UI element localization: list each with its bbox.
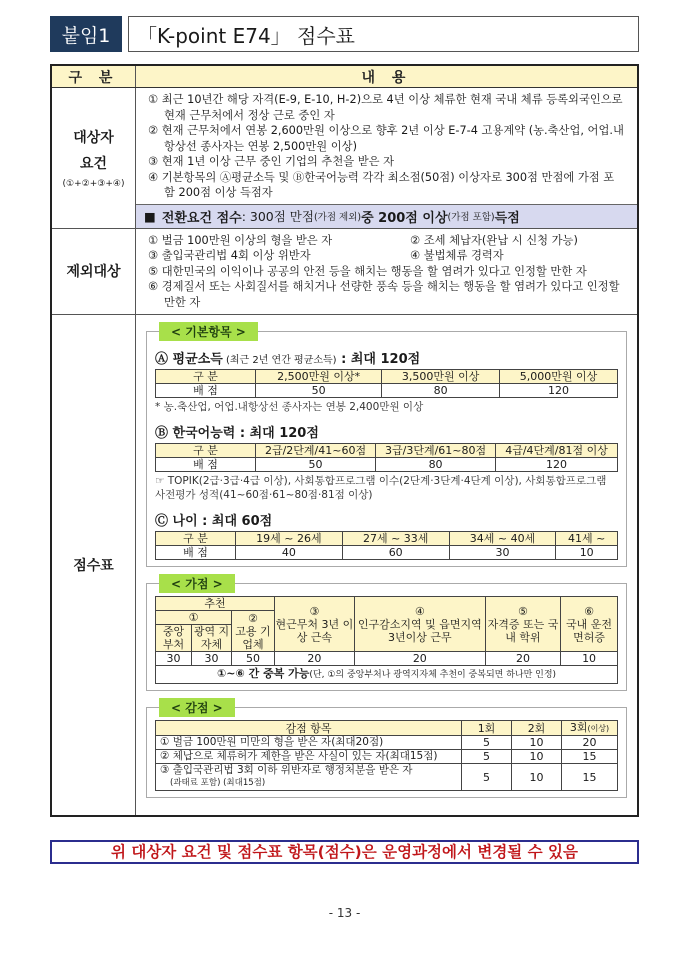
- korean-title: [155, 422, 618, 441]
- income-title-small: (최근 2년 연간 평균소득): [222, 355, 337, 366]
- circle-5: ⑤: [518, 604, 528, 618]
- bonus-col5-label: 자격증 또는 국내 학위: [487, 617, 559, 644]
- bonus-value: 20: [274, 652, 354, 666]
- bonus-value: 30: [156, 652, 192, 666]
- exclusion-item: ② 조세 체납자(완납 시 신청 가능): [410, 233, 578, 247]
- bonus-recommend-header: 추천: [156, 597, 275, 611]
- scoring-content: [136, 315, 637, 815]
- bonus-col2-label: 고용 기업체: [235, 624, 271, 651]
- bonus-table: [155, 596, 618, 684]
- bonus-col3-label: 현근무처 3년 이상 근속: [275, 617, 354, 644]
- requirement-item: ③ 현재 1년 이상 근무 중인 기업의 추천을 받은 자: [148, 155, 395, 168]
- summary-bold1: 전환요건 점수: [161, 210, 242, 226]
- bonus-col6-header: [561, 597, 618, 652]
- requirements-row: [52, 88, 637, 229]
- requirements-label-line2: 요건: [79, 155, 108, 172]
- age-header: 41세 ~: [556, 532, 618, 546]
- income-note: * 농.축산업, 어업.내항상선 종사자는 연봉 2,400만원 이상: [155, 401, 424, 413]
- korean-header: 3급/3단계/61~80점: [376, 444, 496, 458]
- requirements-label-sub: (①+②+③+④): [62, 178, 125, 189]
- age-cell: 10: [556, 546, 618, 560]
- requirement-item: ② 현재 근무처에서 연봉 2,600만원 이상으로 향후 2년 이상 E-7-4 고용계약 (농.축산업, 어업.내항상선 종사자는 연봉 2,500만원 이상): [148, 124, 624, 153]
- income-title-main: Ⓐ 평균소득: [155, 352, 223, 367]
- bonus-note-small: (단, ①의 중앙부처나 광역지자체 추천이 중복되면 하나만 인정): [309, 670, 557, 680]
- exclusions-content: [136, 229, 637, 315]
- age-title-main: Ⓒ 나이: [155, 514, 198, 529]
- exclusion-pair: [142, 233, 631, 249]
- page-number: - 13 -: [328, 906, 361, 920]
- age-header: 34세 ~ 40세: [449, 532, 556, 546]
- penalty-group: [146, 701, 627, 798]
- exclusion-item: ⑤ 대한민국의 이익이나 공공의 안전 등을 해치는 행동을 할 염려가 있다고 인정할 만한 자: [148, 264, 587, 278]
- penalty-item: [156, 764, 462, 791]
- age-header: 27세 ~ 33세: [342, 532, 449, 546]
- scoring-label: 점수표: [52, 315, 136, 815]
- income-header: 3,500만원 이상: [382, 370, 500, 384]
- bonus-col4-header: [354, 597, 485, 652]
- korean-title-max: : 최대 120점: [235, 426, 319, 441]
- bonus-value: 10: [561, 652, 618, 666]
- penalty-value: 5: [462, 764, 512, 791]
- header-content: 내 용: [361, 69, 412, 86]
- penalty-header-3: 3회: [569, 721, 588, 734]
- requirements-content: [136, 88, 637, 228]
- income-cell: 80: [382, 384, 500, 398]
- korean-header: 4급/4단계/81점 이상: [496, 444, 618, 458]
- income-header: 구 분: [156, 370, 256, 384]
- bonus-value: 20: [485, 652, 560, 666]
- basic-items-tag: < 기본항목 >: [159, 322, 258, 341]
- requirement-summary: [136, 204, 637, 228]
- table-header-row: [52, 66, 637, 88]
- age-cell: 배 점: [156, 546, 236, 560]
- korean-cell: 120: [496, 458, 618, 472]
- penalty-header: 감점 항목: [156, 721, 462, 736]
- exclusion-item: ① 벌금 100만원 이상의 형을 받은 자: [148, 233, 333, 247]
- penalty-tag: < 감점 >: [159, 698, 235, 717]
- circle-4: ④: [414, 604, 425, 618]
- exclusion-item: ⑥ 경제질서 또는 사회질서를 해치거나 선량한 풍속 등을 해치는 행동을 할 염려가 있다고 인정할 만한 자: [148, 280, 620, 309]
- bonus-col6-label: 국내 운전면허증: [566, 617, 613, 644]
- circle-3: ③: [309, 604, 320, 618]
- document-title-bar: [50, 16, 639, 52]
- bonus-central-ministry: 중앙 부처: [156, 625, 192, 652]
- bonus-col5-header: [485, 597, 560, 652]
- bonus-note-bold: ①~⑥ 간 중복 가능: [216, 667, 310, 680]
- penalty-header: 1회: [462, 721, 512, 736]
- income-table: [155, 369, 618, 398]
- penalty-value: 5: [462, 736, 512, 750]
- penalty-item: ① 벌금 100만원 미만의 형을 받은 자(최대20점): [156, 736, 462, 750]
- income-header: 2,500만원 이상*: [256, 370, 382, 384]
- penalty-value: 5: [462, 750, 512, 764]
- penalty-value: 20: [562, 736, 618, 750]
- age-header: 19세 ~ 26세: [236, 532, 343, 546]
- circle-2: ②: [248, 611, 258, 625]
- korean-note: ☞ TOPIK(2급·3급·4급 이상), 사회통합프로그램 이수(2단계·3단계·4단계 이상), 사회통합프로그램 사전평가 성적(41~60점·61~80점·81점 이상): [155, 475, 607, 501]
- scoring-row: [52, 315, 637, 815]
- korean-table: [155, 443, 618, 472]
- bonus-value: 50: [232, 652, 275, 666]
- bonus-regional-gov: 광역 지자체: [192, 625, 232, 652]
- age-cell: 30: [449, 546, 556, 560]
- penalty-item: ② 체납으로 체류허가 제한을 받은 사실이 있는 자(최대15점): [156, 750, 462, 764]
- age-cell: 40: [236, 546, 343, 560]
- bonus-col2-header: [232, 611, 275, 652]
- korean-cell: 80: [376, 458, 496, 472]
- korean-cell: 배 점: [156, 458, 256, 472]
- bonus-note: [156, 666, 618, 684]
- penalty-header-small: (이상): [587, 724, 610, 733]
- korean-header: 2급/2단계/41~60점: [256, 444, 376, 458]
- bonus-value: 30: [192, 652, 232, 666]
- penalty-value: 10: [512, 736, 562, 750]
- income-cell: 배 점: [156, 384, 256, 398]
- bonus-col4-label: 인구감소지역 및 읍면지역 3년이상 근무: [357, 617, 482, 644]
- requirement-item: ④ 기본항목의 Ⓐ평균소득 및 Ⓑ한국어능력 각각 최소점(50점) 이상자로 300점 만점에 가점 포함 200점 이상 득점자: [148, 170, 615, 199]
- income-cell: 120: [500, 384, 618, 398]
- header-category: 구 분: [52, 66, 136, 87]
- document-title: 「K-point E74」 점수표: [128, 16, 639, 52]
- exclusion-item: ④ 불법체류 경력자: [410, 249, 504, 262]
- penalty-value: 15: [562, 750, 618, 764]
- korean-title-main: Ⓑ 한국어능력: [155, 426, 236, 441]
- penalty-header: 2회: [512, 721, 562, 736]
- exclusions-row: [52, 229, 637, 316]
- bonus-col3-header: [274, 597, 354, 652]
- change-notice: 위 대상자 요건 및 점수표 항목(점수)은 운영과정에서 변경될 수 있음: [50, 840, 639, 864]
- income-cell: 50: [256, 384, 382, 398]
- basic-items-group: [146, 325, 627, 567]
- requirements-label-line1: 대상자: [73, 129, 114, 146]
- penalty-value: 10: [512, 750, 562, 764]
- exclusion-item: ③ 출입국관리법 4회 이상 위반자: [148, 249, 311, 262]
- summary-small2: (가점 포함): [447, 212, 495, 223]
- penalty-value: 10: [512, 764, 562, 791]
- age-cell: 60: [342, 546, 449, 560]
- bonus-col1-header: ①: [156, 611, 232, 625]
- exclusions-label: 제외대상: [52, 229, 136, 315]
- income-header: 5,000만원 이상: [500, 370, 618, 384]
- penalty-header: [562, 721, 618, 736]
- summary-text1: : 300점 만점: [241, 209, 314, 224]
- square-bullet-icon: ■: [144, 208, 156, 224]
- age-title-max: : 최대 60점: [197, 514, 273, 529]
- bonus-tag: < 가점 >: [159, 574, 235, 593]
- penalty-value: 15: [562, 764, 618, 791]
- penalty-table: [155, 720, 618, 791]
- summary-bold3: 득점: [494, 210, 520, 226]
- korean-cell: 50: [256, 458, 376, 472]
- bonus-value: 20: [354, 652, 485, 666]
- circle-6: ⑥: [584, 604, 594, 618]
- penalty-item-main: ③ 출입국관리법 3회 이하 위반자로 행정처분을 받은 자: [160, 764, 413, 776]
- income-title-max: : 최대 120점: [336, 352, 421, 367]
- age-title: [155, 510, 618, 529]
- bonus-group: [146, 577, 627, 691]
- age-table: [155, 531, 618, 560]
- summary-bold2: 중 200점 이상: [361, 210, 448, 226]
- age-header: 구 분: [156, 532, 236, 546]
- requirement-item: ① 최근 10년간 해당 자격(E-9, E-10, H-2)으로 4년 이상 체류한 현재 국내 체류 등록외국인으로 현재 근무처에서 정상 근로 중인 자: [148, 93, 623, 122]
- income-title: [155, 348, 618, 367]
- korean-header: 구 분: [156, 444, 256, 458]
- penalty-item-small: (과태료 포함) (최대15점): [170, 778, 266, 788]
- summary-small1: (가점 제외): [313, 212, 362, 223]
- attachment-badge: 붙임1: [50, 16, 122, 52]
- score-table: [50, 64, 639, 817]
- requirements-label: [52, 88, 136, 228]
- exclusion-pair: [142, 248, 631, 264]
